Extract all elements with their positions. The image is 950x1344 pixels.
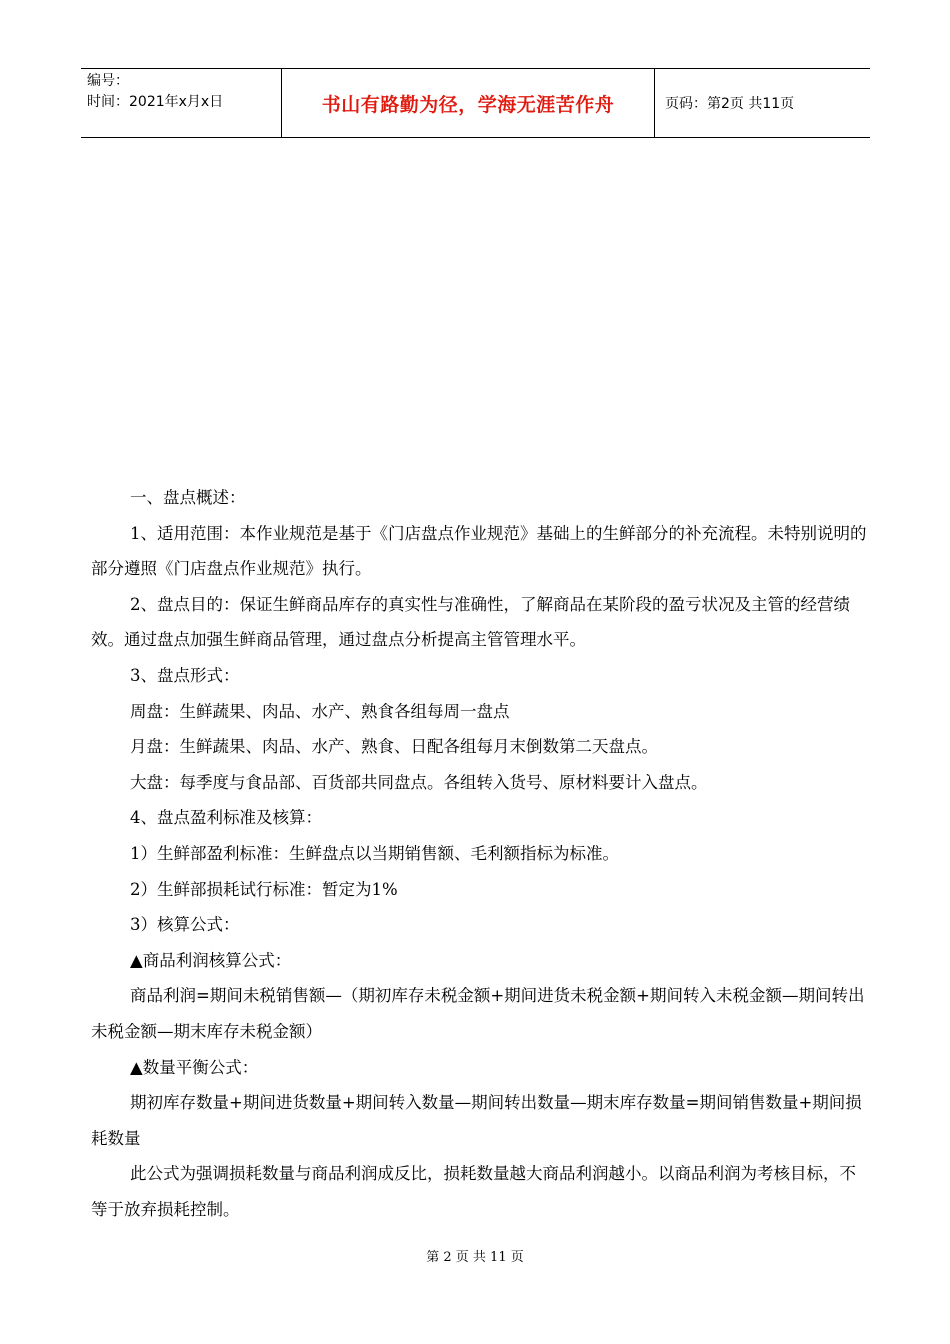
document-number-label: 编号：	[87, 73, 129, 89]
paragraph-profit-formula-title: ▲商品利润核算公式：	[130, 950, 292, 970]
paragraph-formula-heading: 3）核算公式：	[130, 915, 240, 935]
paragraph-purpose: 2、盘点目的：保证生鲜商品库存的真实性与准确性，了解商品在某阶段的盈亏状况及主管的经营绩效。通过盘点加强生鲜商品管理，通过盘点分析提高主管管理水平。	[91, 594, 850, 650]
paragraph-standards-heading: 4、盘点盈利标准及核算：	[130, 808, 322, 828]
header-motto-cell	[282, 69, 655, 137]
footer-page-number: 第 2 页 共 11 页	[426, 1250, 524, 1265]
paragraph-quarterly: 大盘：每季度与食品部、百货部共同盘点。各组转入货号、原材料要计入盘点。	[130, 772, 708, 792]
header-motto: 书山有路勤为径，学海无涯苦作舟	[321, 93, 615, 116]
paragraph-formula-note: 此公式为强调损耗数量与商品利润成反比，损耗数量越大商品利润越小。以商品利润为考核目标，不等于放弃损耗控制。	[91, 1164, 856, 1219]
paragraph-weekly: 周盘：生鲜蔬果、肉品、水产、熟食各组每周一盘点	[130, 701, 510, 721]
header-right-cell	[655, 69, 870, 137]
header-left-cell	[81, 69, 282, 137]
paragraph-loss-standard: 2）生鲜部损耗试行标准：暂定为1%	[130, 879, 398, 899]
header-page-info: 页码：第2页 共11页	[665, 96, 795, 112]
paragraph-monthly: 月盘：生鲜蔬果、肉品、水产、熟食、日配各组每月末倒数第二天盘点。	[130, 737, 658, 757]
paragraph-balance-formula: 期初库存数量+期间进货数量+期间转入数量—期间转出数量—期末库存数量=期间销售数量+期间损耗数量	[91, 1093, 862, 1148]
paragraph-profit-standard: 1）生鲜部盈利标准：生鲜盘点以当期销售额、毛利额指标为标准。	[130, 843, 619, 863]
document-time-label: 时间：2021年x月x日	[87, 94, 224, 110]
section-heading-overview: 一、盘点概述：	[130, 488, 246, 507]
document-body	[91, 480, 871, 1227]
paragraph-profit-formula: 商品利润=期间未税销售额—（期初库存未税金额+期间进货未税金额+期间转入未税金额—期间转出未税金额—期末库存未税金额）	[91, 986, 865, 1041]
paragraph-balance-formula-title: ▲数量平衡公式：	[130, 1057, 259, 1077]
paragraph-scope: 1、适用范围：本作业规范是基于《门店盘点作业规范》基础上的生鲜部分的补充流程。未特别说明的部分遵照《门店盘点作业规范》执行。	[91, 523, 867, 579]
paragraph-forms-heading: 3、盘点形式：	[130, 665, 240, 685]
page-header	[81, 68, 870, 138]
page-footer	[0, 1246, 950, 1265]
